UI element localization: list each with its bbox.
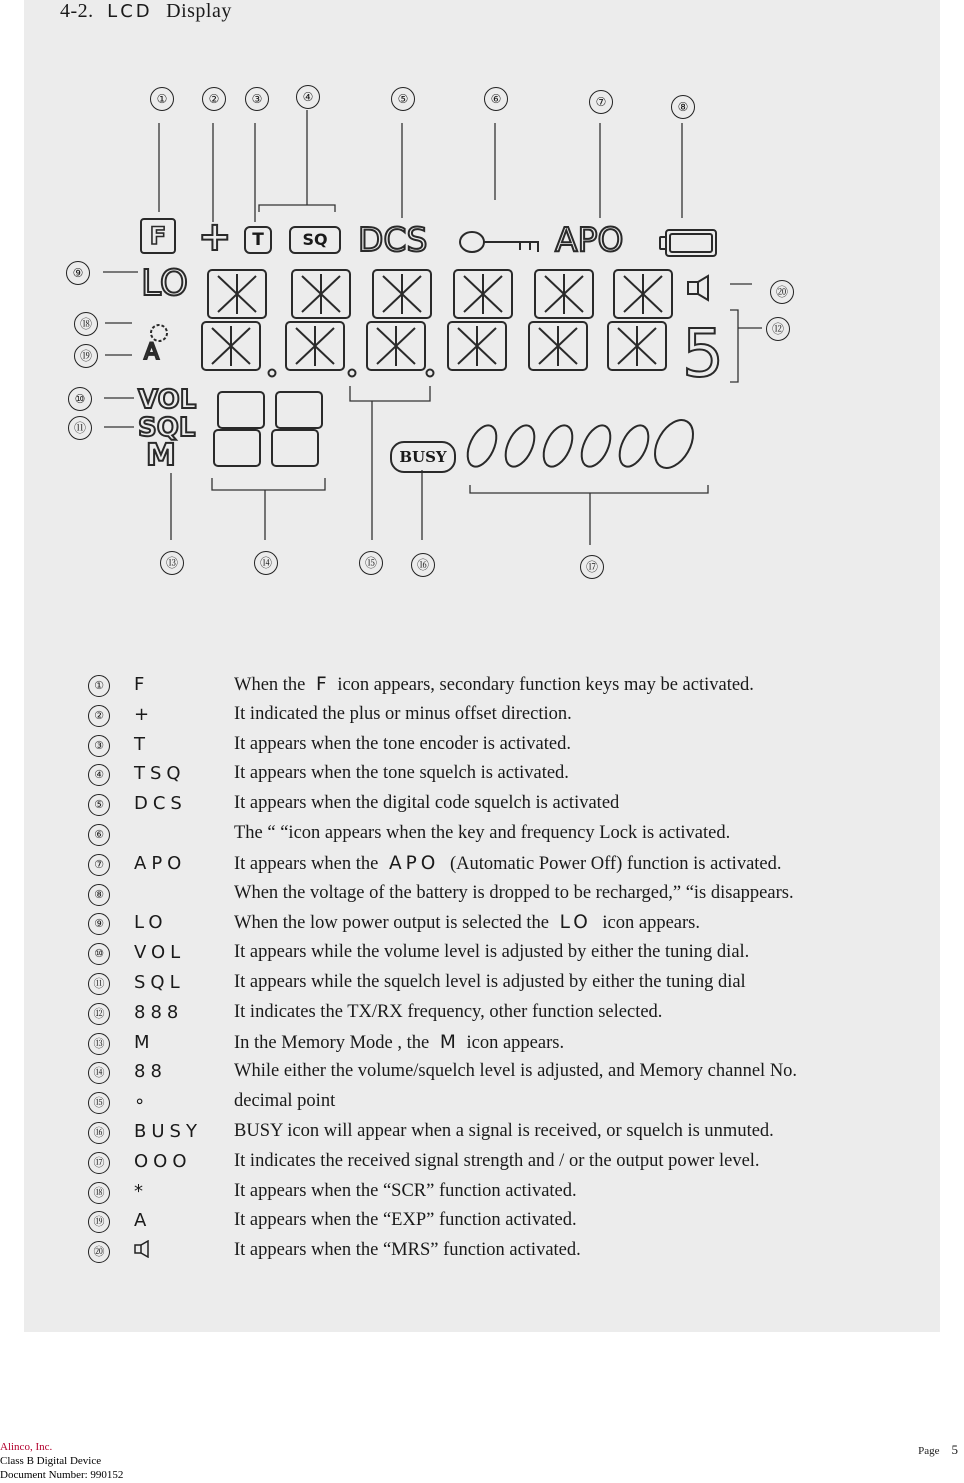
page-number: 5 xyxy=(951,1442,958,1457)
legend-symbol: VOL xyxy=(134,942,186,964)
legend-description xyxy=(234,912,700,934)
legend-row xyxy=(88,1000,958,1030)
legend-description: It appears when the tone encoder is activated. xyxy=(234,733,571,754)
footer-doc-number: Document Number: 990152 xyxy=(0,1469,124,1481)
callout-13: ⑬ xyxy=(160,551,184,575)
legend-description: While either the volume/squelch level is adjusted, and Memory channel No. xyxy=(234,1061,798,1082)
legend-number: ⑥ xyxy=(88,824,110,846)
callout-20: ⑳ xyxy=(770,280,794,304)
legend-description: It appears when the “SCR” function activated. xyxy=(234,1180,577,1201)
callout-8: ⑧ xyxy=(671,95,695,119)
legend-symbol: 88 xyxy=(134,1061,167,1083)
legend-description: It indicates the TX/RX frequency, other function selected. xyxy=(234,1001,663,1022)
desc-text: When the xyxy=(234,675,306,695)
legend-number: ② xyxy=(88,705,110,727)
legend-description: It appears when the digital code squelch is activated xyxy=(234,793,620,814)
desc-symbol: APO xyxy=(388,852,440,874)
callout-7: ⑦ xyxy=(589,90,613,114)
legend-description: When the voltage of the battery is dropped to be recharged,” “is disappears. xyxy=(234,882,794,903)
legend-number: ⑤ xyxy=(88,794,110,816)
legend-number: ⑯ xyxy=(88,1122,110,1144)
legend-description: The “ “icon appears when the key and frequency Lock is activated. xyxy=(234,822,731,843)
lcd-s-digit: 5 xyxy=(682,315,724,392)
lcd-f-icon: F xyxy=(140,218,176,254)
callout-4: ④ xyxy=(296,85,320,109)
legend-number: ⑨ xyxy=(88,913,110,935)
footer-class: Class B Digital Device xyxy=(0,1455,102,1467)
legend-number: ⑰ xyxy=(88,1152,110,1174)
callout-9: ⑨ xyxy=(66,261,90,285)
callout-6: ⑥ xyxy=(484,87,508,111)
lcd-apo-icon: APO xyxy=(555,220,624,259)
scr-icon xyxy=(151,325,167,341)
lcd-vol-icon: VOL xyxy=(138,385,197,415)
icon-legend xyxy=(88,672,958,1268)
lcd-a-icon: A xyxy=(144,340,160,365)
lcd-sq-icon: SQ xyxy=(289,226,341,254)
callout-5: ⑤ xyxy=(391,87,415,111)
callout-1: ① xyxy=(150,87,174,111)
legend-description: It appears when the tone squelch is activated. xyxy=(234,763,569,784)
legend-number: ⑩ xyxy=(88,943,110,965)
legend-row xyxy=(88,1179,958,1209)
legend-symbol: DCS xyxy=(134,793,187,815)
desc-text: When the low power output is selected the xyxy=(234,913,549,934)
legend-description: It appears when the “EXP” function activated. xyxy=(234,1210,577,1231)
legend-description: It appears while the squelch level is adjusted by either the tuning dial xyxy=(234,971,746,992)
desc-text: In the Memory Mode , the xyxy=(234,1032,430,1053)
callout-10: ⑩ xyxy=(68,387,92,411)
desc-text: icon appears. xyxy=(602,913,701,934)
legend-number: ⑭ xyxy=(88,1062,110,1084)
legend-number: ③ xyxy=(88,735,110,757)
legend-symbol: ∘ xyxy=(134,1091,151,1113)
legend-description xyxy=(234,1032,564,1054)
page-label: Page xyxy=(918,1445,940,1457)
lcd-dcs-icon: DCS xyxy=(358,220,428,259)
callout-18: ⑱ xyxy=(74,312,98,336)
lcd-diagram-lines xyxy=(0,0,964,620)
legend-number: ⑳ xyxy=(88,1241,110,1263)
legend-row xyxy=(88,970,958,1000)
legend-number: ⑧ xyxy=(88,884,110,906)
callout-3: ③ xyxy=(245,87,269,111)
legend-symbol: F xyxy=(134,674,150,695)
legend-number: ⑮ xyxy=(88,1092,110,1114)
legend-symbol: T xyxy=(134,733,150,755)
legend-row xyxy=(88,1089,958,1119)
legend-number: ⑫ xyxy=(88,1003,110,1025)
legend-number: ⑲ xyxy=(88,1211,110,1233)
lcd-diagram xyxy=(0,0,964,620)
lcd-t-icon: T xyxy=(244,226,272,254)
callout-11: ⑪ xyxy=(68,416,92,440)
legend-description: It appears when the “MRS” function activated. xyxy=(234,1240,581,1261)
legend-number: ⑦ xyxy=(88,854,110,876)
legend-description: It appears while the volume level is adjusted by either the tuning dial. xyxy=(234,942,750,963)
page-indicator xyxy=(918,1442,958,1458)
legend-row xyxy=(88,1059,958,1089)
desc-text: icon appears. xyxy=(466,1032,565,1053)
callout-2: ② xyxy=(202,87,226,111)
legend-row xyxy=(88,732,958,762)
legend-symbol: TSQ xyxy=(134,763,186,785)
legend-row xyxy=(88,881,958,911)
battery-icon xyxy=(660,230,716,256)
legend-description: It indicates the received signal strength and / or the output power level. xyxy=(234,1150,760,1171)
legend-description: BUSY icon will appear when a signal is received, or squelch is unmuted. xyxy=(234,1120,774,1141)
section-lcd: LCD xyxy=(107,1,153,22)
legend-symbol: SQL xyxy=(134,971,185,993)
callout-14: ⑭ xyxy=(254,551,278,575)
desc-text: It appears when the xyxy=(234,853,379,874)
lcd-busy-icon: BUSY xyxy=(390,441,456,473)
legend-number: ⑬ xyxy=(88,1033,110,1055)
legend-number: ④ xyxy=(88,764,110,786)
lcd-m-icon: M xyxy=(146,438,176,473)
legend-symbol: 888 xyxy=(134,1001,184,1023)
legend-description: decimal point xyxy=(234,1091,336,1112)
legend-symbol: LO xyxy=(134,912,168,934)
legend-number: ⑱ xyxy=(88,1182,110,1204)
desc-text: icon appears, secondary function keys may be activated. xyxy=(337,675,754,695)
speaker-icon xyxy=(688,276,708,300)
legend-symbol: M xyxy=(134,1031,155,1053)
desc-symbol: F xyxy=(316,674,327,695)
legend-symbol: APO xyxy=(134,852,187,874)
legend-row xyxy=(88,1030,958,1060)
legend-row xyxy=(88,702,958,732)
legend-symbol: OOO xyxy=(134,1150,192,1172)
legend-row xyxy=(88,672,958,702)
legend-row xyxy=(88,940,958,970)
legend-number: ① xyxy=(88,675,110,697)
frequency-digits xyxy=(151,230,716,475)
legend-row xyxy=(88,1149,958,1179)
footer-company: Alinco, Inc. xyxy=(0,1441,53,1453)
legend-symbol: BUSY xyxy=(134,1120,202,1142)
legend-row xyxy=(88,1208,958,1238)
legend-description xyxy=(234,674,754,696)
legend-row xyxy=(88,761,958,791)
lcd-plus-icon: + xyxy=(198,214,232,260)
callout-19: ⑲ xyxy=(74,344,98,368)
callout-17: ⑰ xyxy=(580,555,604,579)
page-footer xyxy=(0,1440,123,1482)
legend-row xyxy=(88,1238,958,1268)
legend-row xyxy=(88,791,958,821)
legend-speaker-icon xyxy=(134,1240,152,1263)
lcd-lo-icon: LO xyxy=(141,263,189,304)
legend-number: ⑪ xyxy=(88,973,110,995)
legend-symbol: A xyxy=(134,1210,152,1232)
callout-15: ⑮ xyxy=(359,551,383,575)
section-number: 4-2. xyxy=(60,0,94,22)
legend-row xyxy=(88,851,958,881)
callout-16: ⑯ xyxy=(411,553,435,577)
desc-symbol: M xyxy=(439,1031,456,1053)
legend-symbol: + xyxy=(134,703,155,725)
desc-symbol: LO xyxy=(559,912,592,934)
section-heading: Display xyxy=(166,0,232,22)
legend-description xyxy=(234,853,782,875)
legend-row xyxy=(88,1119,958,1149)
legend-row xyxy=(88,910,958,940)
legend-description: It indicated the plus or minus offset direction. xyxy=(234,703,572,724)
key-icon xyxy=(460,232,538,252)
desc-text: (Automatic Power Off) function is activated. xyxy=(449,853,782,874)
legend-row xyxy=(88,821,958,851)
callout-12: ⑫ xyxy=(766,317,790,341)
legend-symbol: * xyxy=(134,1180,148,1202)
lcd-sql-icon: SQL xyxy=(138,413,196,443)
